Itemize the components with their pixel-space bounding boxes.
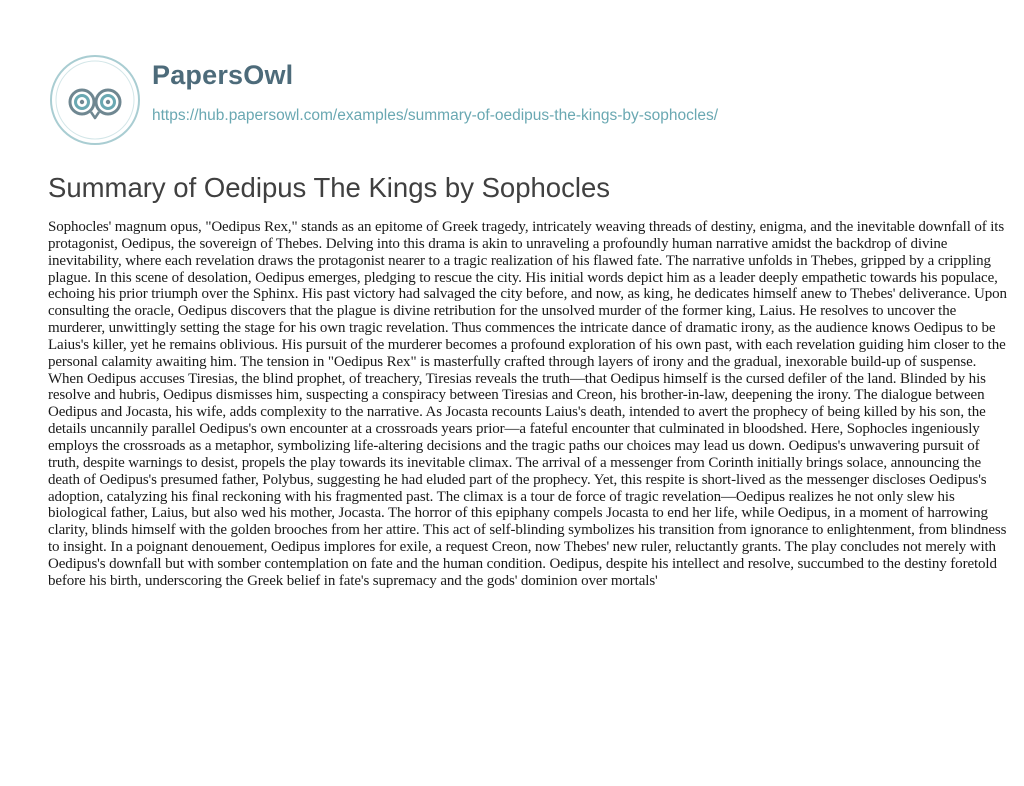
page-title: Summary of Oedipus The Kings by Sophocles — [48, 172, 611, 203]
source-url[interactable]: https://hub.papersowl.com/examples/summary-of-oedipus-the-kings-by-sophocles/ — [152, 107, 718, 124]
owl-logo-icon — [49, 54, 141, 146]
site-header — [49, 54, 1009, 134]
article-body: Sophocles' magnum opus, "Oedipus Rex," stands as an epitome of Greek tragedy, intricately weaving threads of destiny, enigma, and the inevitable downfall of its protagonist, Oedipus, the sovereign of Thebes. Delving into this drama is akin to unraveling a profoundly human narrative amidst the backdrop of divine inevitability, where each revelation draws the protagonist nearer to a tragic realization of his flawed fate. The narrative unfolds in Thebes, gripped by a crippling plague. In this scene of desolation, Oedipus emerges, pledging to rescue the city. His initial words depict him as a leader deeply empathetic towards his populace, echoing his prior triumph over the Sphinx. His past victory had salvaged the city before, and now, as king, he dedicates himself anew to Thebes' deliverance. Upon consulting the oracle, Oedipus discovers that the plague is divine retribution for the unsolved murder of the former king, Laius. He resolves to uncover the murderer, unwittingly setting the stage for his own tragic revelation. Thus commences the intricate dance of dramatic irony, as the audience knows Oedipus to be Laius's killer, yet he remains oblivious. His pursuit of the murderer becomes a profound exploration of his own past, with each revelation guiding him closer to the personal calamity awaiting him. The tension in "Oedipus Rex" is masterfully crafted through layers of irony and the gradual, inexorable build-up of suspense. When Oedipus accuses Tiresias, the blind prophet, of treachery, Tiresias reveals the truth—that Oedipus himself is the cursed defiler of the land. Blinded by his resolve and hubris, Oedipus dismisses him, suspecting a conspiracy between Tiresias and Creon, his brother-in-law, deepening the irony. The dialogue between Oedipus and Jocasta, his wife, adds complexity to the narrative. As Jocasta recounts Laius's death, intended to avert the prophecy of being killed by his son, the details uncannily parallel Oedipus's own encounter at a crossroads years prior—a fateful encounter that culminated in bloodshed. Here, Sophocles ingeniously employs the crossroads as a metaphor, symbolizing life-altering decisions and the tragic paths our choices may lead us down. Oedipus's unwavering pursuit of truth, despite warnings to desist, propels the play towards its inevitable climax. The arrival of a messenger from Corinth initially brings solace, announcing the death of Oedipus's presumed father, Polybus, suggesting he had eluded part of the prophecy. Yet, this respite is short-lived as the messenger discloses Oedipus's adoption, catalyzing his final reckoning with his fragmented past. The climax is a tour de force of tragic revelation—Oedipus realizes he not only slew his biological father, Laius, but also wed his mother, Jocasta. The horror of this epiphany compels Jocasta to end her life, while Oedipus, in a moment of harrowing clarity, blinds himself with the golden brooches from her attire. This act of self-blinding symbolizes his transition from ignorance to enlightenment, from blindness to insight. In a poignant denouement, Oedipus implores for exile, a request Creon, now Thebes' new ruler, reluctantly grants. The play concludes not merely with Oedipus's downfall but with somber contemplation on fate and the human condition. Oedipus, despite his intellect and resolve, succumbed to the destiny foretold before his birth, underscoring the Greek belief in fate's supremacy and the gods' dominion over mortals' — [48, 219, 1007, 589]
brand-name[interactable]: PapersOwl — [152, 60, 294, 90]
